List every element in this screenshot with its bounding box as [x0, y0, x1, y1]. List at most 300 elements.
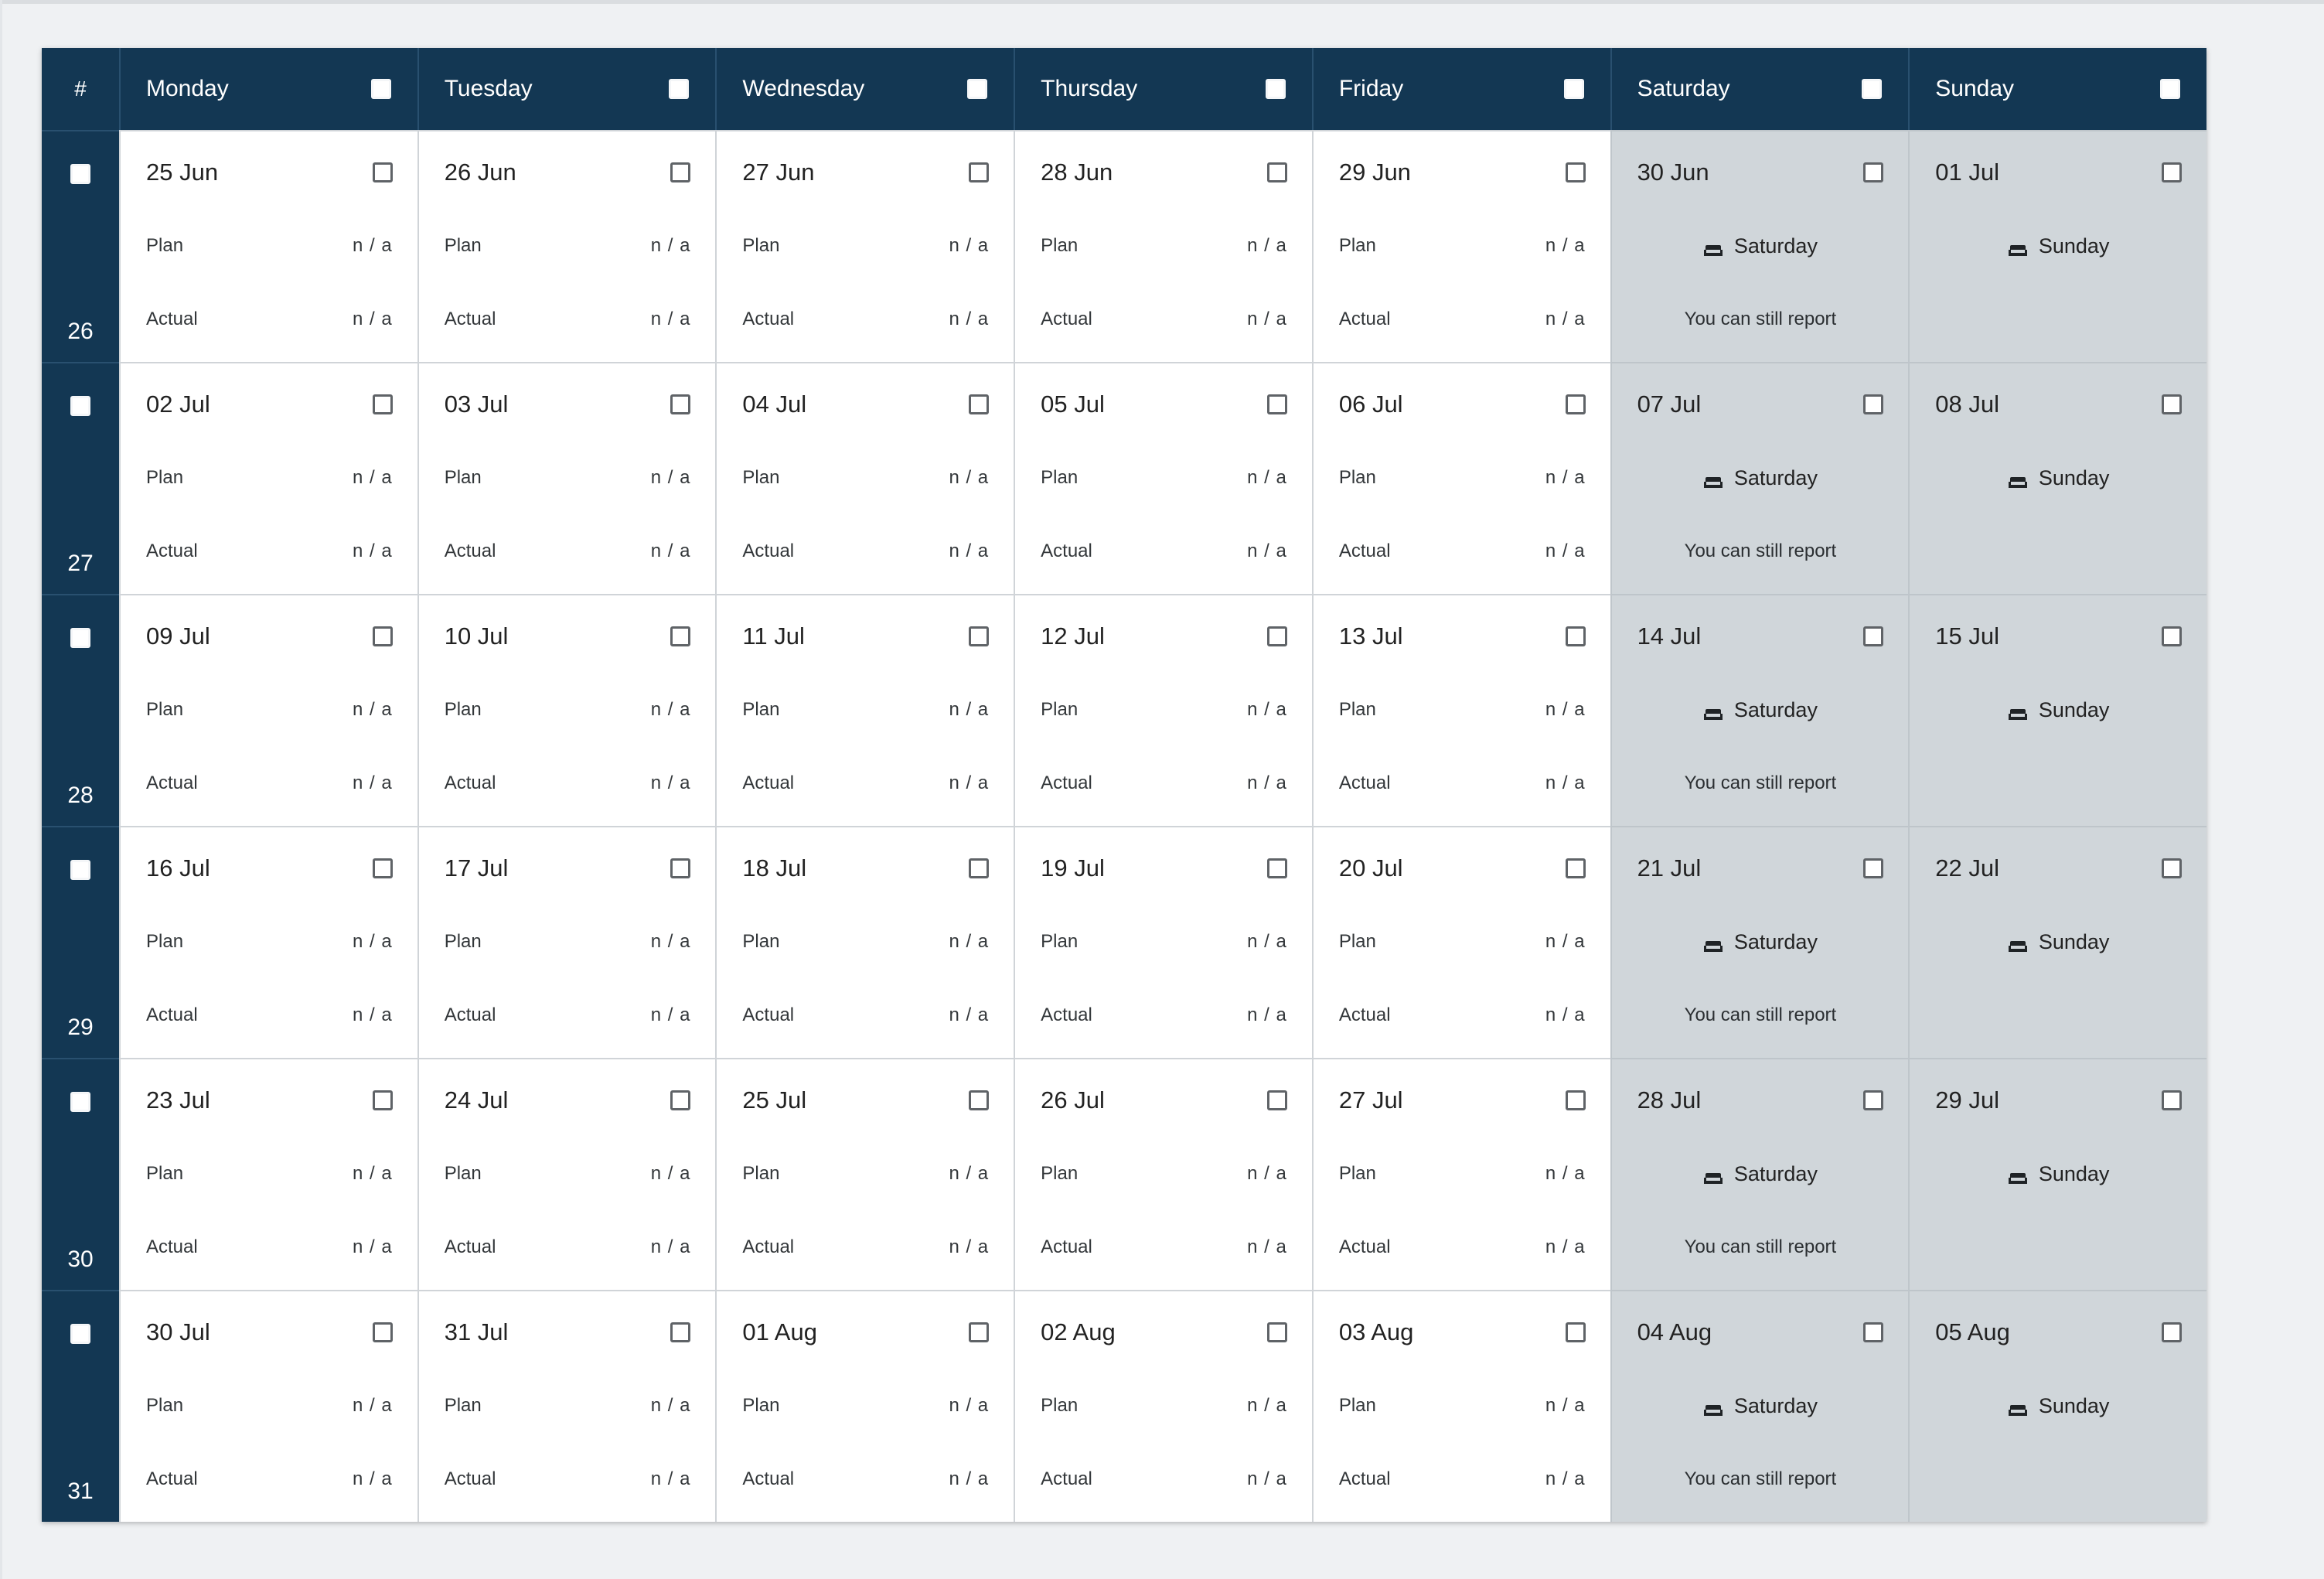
plan-value: n / a	[949, 235, 990, 256]
day-cell[interactable]	[715, 594, 1014, 826]
weekend-day-name: Sunday	[2038, 1161, 2110, 1185]
header-week-number: #	[42, 48, 119, 130]
top-border	[0, 0, 2324, 4]
select-day-checkbox[interactable]	[1566, 858, 1586, 878]
select-day-checkbox[interactable]	[2162, 162, 2182, 182]
plan-value: n / a	[650, 467, 691, 488]
select-day-checkbox[interactable]	[2162, 858, 2182, 878]
select-day-checkbox[interactable]	[670, 626, 690, 646]
week-number: 27	[67, 551, 94, 576]
plan-value: n / a	[1545, 235, 1586, 256]
select-day-checkbox[interactable]	[373, 858, 393, 878]
actual-label: Actual	[1041, 309, 1092, 329]
plan-label: Plan	[146, 931, 184, 952]
sofa-icon	[1703, 703, 1723, 717]
select-day-checkbox[interactable]	[969, 1322, 989, 1342]
select-day-checkbox[interactable]	[1267, 626, 1287, 646]
day-cell[interactable]	[1014, 1290, 1312, 1522]
week-number: 30	[67, 1246, 94, 1272]
select-week-checkbox[interactable]	[70, 396, 90, 416]
select-day-checkbox[interactable]	[670, 1090, 690, 1110]
actual-value: n / a	[1545, 309, 1586, 329]
actual-value: n / a	[1545, 1468, 1586, 1489]
plan-value: n / a	[353, 1163, 393, 1184]
plan-value: n / a	[353, 931, 393, 952]
header-day-label: Saturday	[1637, 76, 1730, 101]
plan-label: Plan	[444, 467, 482, 488]
day-date: 28 Jul	[1637, 1086, 1702, 1113]
day-cell[interactable]	[417, 362, 716, 594]
day-date: 26 Jul	[1041, 1086, 1105, 1113]
sofa-icon	[2008, 239, 2028, 253]
plan-value: n / a	[949, 931, 990, 952]
day-cell[interactable]	[1610, 1058, 1909, 1290]
plan-label: Plan	[444, 1163, 482, 1184]
actual-label: Actual	[146, 1004, 198, 1025]
weekend-day-name: Saturday	[1733, 234, 1818, 257]
day-cell[interactable]	[1610, 826, 1909, 1058]
actual-value: n / a	[353, 1468, 393, 1489]
day-date: 09 Jul	[146, 622, 210, 650]
select-day-checkbox[interactable]	[1566, 1322, 1586, 1342]
day-date: 06 Jul	[1338, 390, 1403, 418]
still-report-note: You can still report	[1684, 1468, 1837, 1489]
day-cell[interactable]	[1312, 362, 1610, 594]
day-date: 27 Jun	[742, 159, 815, 186]
day-cell[interactable]	[1014, 362, 1312, 594]
day-cell[interactable]	[1908, 826, 2206, 1058]
select-day-checkbox[interactable]	[969, 1090, 989, 1110]
actual-label: Actual	[146, 541, 198, 561]
select-day-checkbox[interactable]	[1267, 1090, 1287, 1110]
day-date: 11 Jul	[742, 622, 805, 650]
actual-label: Actual	[146, 309, 198, 329]
weekend-day-name: Saturday	[1733, 1161, 1818, 1185]
actual-label: Actual	[444, 772, 496, 793]
select-day-checkbox[interactable]	[1863, 1090, 1883, 1110]
header-day-label: Sunday	[1935, 76, 2015, 101]
weekend-label	[1703, 1162, 1818, 1186]
select-day-checkbox[interactable]	[373, 162, 393, 182]
actual-value: n / a	[949, 1236, 990, 1257]
day-cell[interactable]	[1610, 362, 1909, 594]
select-week-checkbox[interactable]	[70, 1092, 90, 1112]
select-day-checkbox[interactable]	[2162, 626, 2182, 646]
plan-value: n / a	[1247, 931, 1287, 952]
sofa-icon	[2008, 471, 2028, 485]
day-cell[interactable]	[417, 826, 716, 1058]
day-cell[interactable]	[1014, 826, 1312, 1058]
plan-value: n / a	[650, 931, 691, 952]
still-report-note: You can still report	[1684, 1236, 1837, 1257]
still-report-note: You can still report	[1684, 541, 1837, 561]
header-day-label: Thursday	[1041, 76, 1138, 101]
select-day-checkbox[interactable]	[670, 858, 690, 878]
select-day-checkbox[interactable]	[1267, 858, 1287, 878]
select-day-checkbox[interactable]	[670, 394, 690, 414]
actual-label: Actual	[742, 541, 795, 561]
day-cell[interactable]	[1312, 1058, 1610, 1290]
plan-label: Plan	[146, 699, 184, 720]
header-saturday	[1610, 48, 1909, 130]
plan-value: n / a	[1545, 467, 1586, 488]
select-day-checkbox[interactable]	[1863, 1322, 1883, 1342]
day-date: 16 Jul	[146, 854, 210, 882]
day-date: 23 Jul	[146, 1086, 210, 1113]
sofa-icon	[1703, 1167, 1723, 1181]
sofa-icon	[2008, 935, 2028, 949]
plan-label: Plan	[444, 235, 482, 256]
actual-label: Actual	[742, 1236, 795, 1257]
day-date: 05 Aug	[1935, 1318, 2010, 1345]
day-date: 22 Jul	[1935, 854, 2000, 882]
day-cell[interactable]	[1908, 1290, 2206, 1522]
select-week-checkbox[interactable]	[70, 1324, 90, 1344]
weekend-day-name: Saturday	[1733, 1393, 1818, 1417]
select-day-checkbox[interactable]	[373, 1090, 393, 1110]
select-day-checkbox[interactable]	[373, 394, 393, 414]
select-day-checkbox[interactable]	[2162, 1090, 2182, 1110]
day-cell[interactable]	[119, 594, 417, 826]
select-day-checkbox[interactable]	[1566, 162, 1586, 182]
day-cell[interactable]	[119, 130, 417, 362]
select-day-checkbox[interactable]	[670, 1322, 690, 1342]
weekend-day-name: Saturday	[1733, 697, 1818, 721]
select-day-checkbox[interactable]	[1566, 626, 1586, 646]
actual-value: n / a	[1247, 1468, 1287, 1489]
plan-value: n / a	[1247, 1395, 1287, 1416]
day-cell[interactable]	[1908, 130, 2206, 362]
day-date: 07 Jul	[1637, 390, 1702, 418]
weekend-day-name: Sunday	[2038, 697, 2110, 721]
select-day-checkbox[interactable]	[373, 626, 393, 646]
day-cell[interactable]	[1610, 1290, 1909, 1522]
day-date: 08 Jul	[1935, 390, 2000, 418]
actual-value: n / a	[1247, 1004, 1287, 1025]
select-column-checkbox[interactable]	[1862, 79, 1882, 99]
left-border	[0, 0, 2, 1579]
actual-value: n / a	[650, 309, 691, 329]
sofa-icon	[1703, 1399, 1723, 1413]
plan-label: Plan	[742, 467, 780, 488]
day-cell[interactable]	[715, 362, 1014, 594]
plan-label: Plan	[1041, 699, 1079, 720]
plan-value: n / a	[1545, 699, 1586, 720]
actual-label: Actual	[1041, 1468, 1092, 1489]
weekend-label	[2008, 1162, 2110, 1186]
day-cell[interactable]	[1312, 130, 1610, 362]
actual-label: Actual	[1338, 309, 1391, 329]
still-report-note: You can still report	[1684, 309, 1837, 329]
sofa-icon	[2008, 1167, 2028, 1181]
day-cell[interactable]	[1312, 1290, 1610, 1522]
day-date: 28 Jun	[1041, 159, 1113, 186]
plan-value: n / a	[353, 467, 393, 488]
day-cell[interactable]	[1610, 594, 1909, 826]
day-cell[interactable]	[715, 1290, 1014, 1522]
weekend-label	[1703, 1394, 1818, 1418]
select-column-checkbox[interactable]	[669, 79, 689, 99]
actual-label: Actual	[444, 1004, 496, 1025]
select-day-checkbox[interactable]	[969, 162, 989, 182]
header-day-label: Tuesday	[444, 76, 533, 101]
plan-value: n / a	[650, 235, 691, 256]
plan-label: Plan	[1338, 1395, 1376, 1416]
day-cell[interactable]	[119, 362, 417, 594]
actual-value: n / a	[353, 1236, 393, 1257]
day-date: 25 Jun	[146, 159, 219, 186]
day-date: 10 Jul	[444, 622, 509, 650]
still-report-note: You can still report	[1684, 772, 1837, 793]
select-column-checkbox[interactable]	[371, 79, 391, 99]
select-day-checkbox[interactable]	[1863, 394, 1883, 414]
week-number: 26	[67, 319, 94, 344]
day-cell[interactable]	[417, 1290, 716, 1522]
actual-label: Actual	[1041, 1236, 1092, 1257]
day-cell[interactable]	[1312, 826, 1610, 1058]
weekend-day-name: Saturday	[1733, 466, 1818, 489]
day-date: 03 Aug	[1338, 1318, 1414, 1345]
plan-label: Plan	[1338, 235, 1376, 256]
select-day-checkbox[interactable]	[1267, 394, 1287, 414]
weekend-day-name: Sunday	[2038, 929, 2110, 953]
weekend-label	[2008, 1394, 2110, 1418]
actual-label: Actual	[1338, 1236, 1391, 1257]
select-day-checkbox[interactable]	[969, 858, 989, 878]
plan-value: n / a	[650, 1163, 691, 1184]
actual-value: n / a	[1545, 772, 1586, 793]
weekend-label	[2008, 234, 2110, 258]
actual-value: n / a	[1247, 772, 1287, 793]
week-number: 31	[67, 1478, 94, 1504]
plan-value: n / a	[949, 1395, 990, 1416]
plan-label: Plan	[1041, 931, 1079, 952]
actual-value: n / a	[1247, 309, 1287, 329]
header-friday	[1312, 48, 1610, 130]
select-day-checkbox[interactable]	[373, 1322, 393, 1342]
day-date: 04 Aug	[1637, 1318, 1712, 1345]
weekend-label	[2008, 930, 2110, 954]
select-day-checkbox[interactable]	[1566, 1090, 1586, 1110]
day-cell[interactable]	[715, 1058, 1014, 1290]
day-cell[interactable]	[1610, 130, 1909, 362]
select-day-checkbox[interactable]	[1267, 1322, 1287, 1342]
plan-label: Plan	[444, 699, 482, 720]
day-date: 13 Jul	[1338, 622, 1403, 650]
select-day-checkbox[interactable]	[969, 394, 989, 414]
day-cell[interactable]	[119, 1290, 417, 1522]
actual-value: n / a	[1545, 1236, 1586, 1257]
select-column-checkbox[interactable]	[967, 79, 987, 99]
actual-value: n / a	[949, 1468, 990, 1489]
still-report-note: You can still report	[1684, 1004, 1837, 1025]
day-date: 15 Jul	[1935, 622, 2000, 650]
plan-value: n / a	[353, 1395, 393, 1416]
actual-value: n / a	[353, 772, 393, 793]
plan-label: Plan	[146, 235, 184, 256]
select-week-checkbox[interactable]	[70, 628, 90, 648]
day-date: 26 Jun	[444, 159, 516, 186]
day-cell[interactable]	[119, 1058, 417, 1290]
plan-label: Plan	[1041, 1163, 1079, 1184]
header-tuesday	[417, 48, 716, 130]
day-cell[interactable]	[417, 1058, 716, 1290]
sofa-icon	[1703, 471, 1723, 485]
plan-value: n / a	[949, 467, 990, 488]
select-week-checkbox[interactable]	[70, 860, 90, 880]
plan-label: Plan	[146, 1395, 184, 1416]
actual-label: Actual	[1041, 772, 1092, 793]
sofa-icon	[1703, 239, 1723, 253]
day-date: 18 Jul	[742, 854, 807, 882]
select-day-checkbox[interactable]	[2162, 1322, 2182, 1342]
actual-value: n / a	[650, 1468, 691, 1489]
actual-label: Actual	[444, 541, 496, 561]
select-column-checkbox[interactable]	[2160, 79, 2180, 99]
header-sunday	[1908, 48, 2206, 130]
day-cell[interactable]	[715, 826, 1014, 1058]
plan-label: Plan	[742, 1395, 780, 1416]
actual-value: n / a	[650, 1004, 691, 1025]
plan-value: n / a	[1545, 1395, 1586, 1416]
day-date: 21 Jul	[1637, 854, 1702, 882]
plan-label: Plan	[742, 931, 780, 952]
plan-label: Plan	[1338, 931, 1376, 952]
day-date: 17 Jul	[444, 854, 509, 882]
select-day-checkbox[interactable]	[670, 162, 690, 182]
week-header-cell	[42, 826, 119, 1058]
select-day-checkbox[interactable]	[1566, 394, 1586, 414]
actual-label: Actual	[444, 309, 496, 329]
plan-label: Plan	[742, 235, 780, 256]
actual-label: Actual	[742, 772, 795, 793]
actual-label: Actual	[742, 309, 795, 329]
day-date: 12 Jul	[1041, 622, 1105, 650]
weekend-label	[2008, 698, 2110, 722]
plan-label: Plan	[1041, 467, 1079, 488]
day-date: 29 Jul	[1935, 1086, 2000, 1113]
week-header-cell	[42, 362, 119, 594]
actual-value: n / a	[1545, 1004, 1586, 1025]
week-number: 28	[67, 783, 94, 808]
plan-value: n / a	[949, 1163, 990, 1184]
day-date: 04 Jul	[742, 390, 807, 418]
day-cell[interactable]	[417, 594, 716, 826]
weekend-day-name: Sunday	[2038, 466, 2110, 489]
day-cell[interactable]	[1014, 594, 1312, 826]
actual-value: n / a	[650, 541, 691, 561]
day-date: 24 Jul	[444, 1086, 509, 1113]
day-date: 29 Jun	[1338, 159, 1411, 186]
day-date: 30 Jun	[1637, 159, 1709, 186]
plan-value: n / a	[1247, 699, 1287, 720]
day-cell[interactable]	[1908, 594, 2206, 826]
plan-label: Plan	[444, 1395, 482, 1416]
select-week-checkbox[interactable]	[70, 164, 90, 184]
day-cell[interactable]	[1014, 130, 1312, 362]
weekend-day-name: Saturday	[1733, 929, 1818, 953]
plan-label: Plan	[1041, 1395, 1079, 1416]
day-date: 03 Jul	[444, 390, 509, 418]
day-cell[interactable]	[1014, 1058, 1312, 1290]
day-cell[interactable]	[715, 130, 1014, 362]
actual-label: Actual	[146, 1468, 198, 1489]
actual-value: n / a	[353, 1004, 393, 1025]
header-day-label: Wednesday	[742, 76, 865, 101]
plan-value: n / a	[1247, 467, 1287, 488]
plan-label: Plan	[1338, 1163, 1376, 1184]
weekend-day-name: Sunday	[2038, 1393, 2110, 1417]
actual-label: Actual	[146, 1236, 198, 1257]
sofa-icon	[1703, 935, 1723, 949]
plan-value: n / a	[650, 699, 691, 720]
day-date: 01 Jul	[1935, 159, 2000, 186]
day-date: 05 Jul	[1041, 390, 1105, 418]
weekend-label	[1703, 466, 1818, 490]
day-date: 25 Jul	[742, 1086, 807, 1113]
day-date: 14 Jul	[1637, 622, 1702, 650]
plan-value: n / a	[1247, 1163, 1287, 1184]
plan-value: n / a	[650, 1395, 691, 1416]
weekend-day-name: Sunday	[2038, 234, 2110, 257]
select-day-checkbox[interactable]	[1863, 162, 1883, 182]
day-date: 19 Jul	[1041, 854, 1105, 882]
select-day-checkbox[interactable]	[2162, 394, 2182, 414]
actual-label: Actual	[742, 1468, 795, 1489]
select-day-checkbox[interactable]	[1267, 162, 1287, 182]
plan-label: Plan	[146, 467, 184, 488]
calendar-grid	[42, 48, 2206, 1522]
plan-label: Plan	[742, 699, 780, 720]
header-day-label: Monday	[146, 76, 229, 101]
weekend-label	[1703, 930, 1818, 954]
day-cell[interactable]	[1908, 1058, 2206, 1290]
plan-value: n / a	[353, 235, 393, 256]
actual-label: Actual	[1338, 1468, 1391, 1489]
week-header-cell	[42, 1058, 119, 1290]
day-date: 02 Aug	[1041, 1318, 1116, 1345]
plan-value: n / a	[353, 699, 393, 720]
actual-label: Actual	[444, 1236, 496, 1257]
day-cell[interactable]	[417, 130, 716, 362]
select-day-checkbox[interactable]	[969, 626, 989, 646]
actual-value: n / a	[949, 541, 990, 561]
actual-value: n / a	[650, 1236, 691, 1257]
select-column-checkbox[interactable]	[1564, 79, 1584, 99]
plan-value: n / a	[1545, 931, 1586, 952]
select-day-checkbox[interactable]	[1863, 858, 1883, 878]
header-day-label: Friday	[1338, 76, 1404, 101]
actual-label: Actual	[1338, 541, 1391, 561]
select-column-checkbox[interactable]	[1266, 79, 1286, 99]
plan-label: Plan	[742, 1163, 780, 1184]
actual-label: Actual	[742, 1004, 795, 1025]
day-cell[interactable]	[1312, 594, 1610, 826]
plan-label: Plan	[1041, 235, 1079, 256]
week-header-cell	[42, 130, 119, 362]
day-cell[interactable]	[119, 826, 417, 1058]
week-header-cell	[42, 594, 119, 826]
plan-value: n / a	[1247, 235, 1287, 256]
actual-label: Actual	[1041, 541, 1092, 561]
select-day-checkbox[interactable]	[1863, 626, 1883, 646]
actual-value: n / a	[949, 772, 990, 793]
actual-label: Actual	[444, 1468, 496, 1489]
actual-value: n / a	[1247, 541, 1287, 561]
day-date: 20 Jul	[1338, 854, 1403, 882]
day-cell[interactable]	[1908, 362, 2206, 594]
actual-value: n / a	[1247, 1236, 1287, 1257]
